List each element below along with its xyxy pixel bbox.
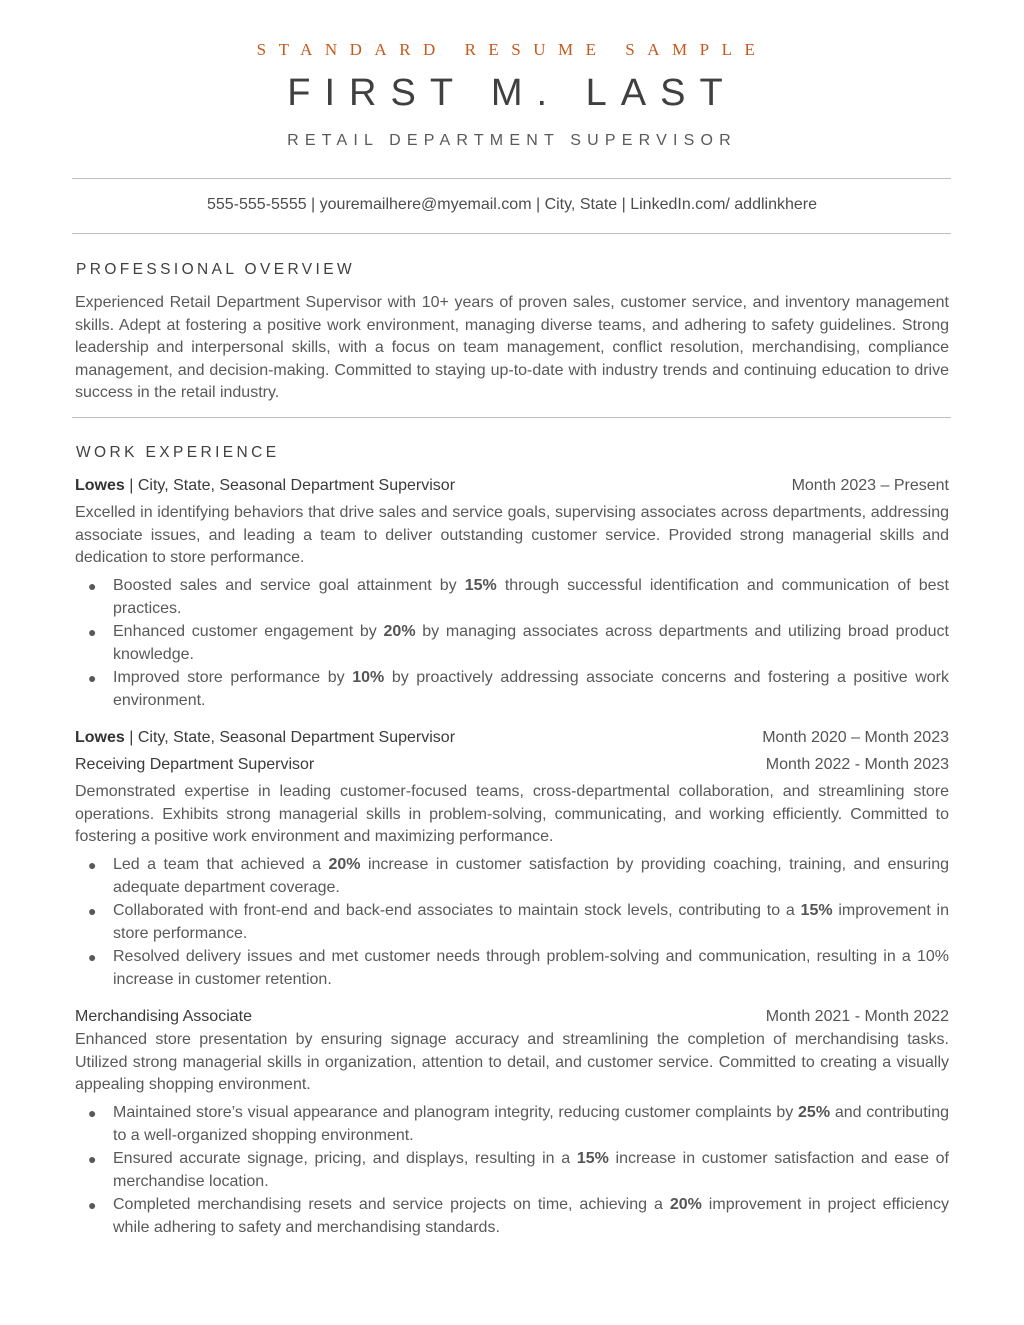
job-summary: Enhanced store presentation by ensuring signage accuracy and streamlining the completion of merchandising tasks. Utilized strong managerial skills in organization, attention to detail, and customer service. Committed to creating a visually appealing shopping environment.: [75, 1031, 949, 1094]
job-summary: Excelled in identifying behaviors that drive sales and service goals, supervising associates across departments, addressing associate issues, and leading a team to deliver outstanding customer service. Provided strong managerial skills and dedication to store performance.: [75, 504, 949, 567]
job-bullets: [75, 854, 949, 993]
job-summary: Demonstrated expertise in leading customer-focused teams, cross-departmental collaboration, and streamlining store operations. Exhibits strong managerial skills in problem-solving, communicating, and working efficiently. Committed to fostering a positive work environment and maximizing performance.: [75, 783, 949, 846]
list-item: ● Ensured accurate signage, pricing, and displays, resulting in a 15% increase in customer satisfaction and ease of merchandise location.: [88, 1150, 950, 1190]
candidate-role: RETAIL DEPARTMENT SUPERVISOR: [287, 132, 737, 149]
list-item: ● Led a team that achieved a 20% increase in customer satisfaction by providing coaching, training, and ensuring adequate department coverage.: [88, 856, 950, 896]
bullet-icon: ●: [88, 1197, 97, 1214]
job-title-line: [75, 477, 455, 495]
job-title: Merchandising Associate: [75, 1008, 252, 1025]
sub-role-dates: Month 2022 - Month 2023: [765, 756, 949, 773]
bullet-icon: ●: [88, 857, 97, 873]
sub-role-header: [75, 756, 949, 778]
job-title-line: [75, 729, 455, 747]
bullet-icon: ●: [88, 1151, 97, 1168]
bullet-icon: ●: [88, 903, 97, 920]
list-item: ● Enhanced customer engagement by 20% by managing associates across departments and utilizing broad product knowledge.: [88, 623, 949, 663]
contact-line: 555-555-5555 | youremailhere@myemail.com | City, State | LinkedIn.com/ addlinkhere: [206, 196, 818, 213]
bullet-icon: ●: [88, 1105, 97, 1121]
divider: [72, 233, 951, 234]
divider: [72, 178, 951, 179]
job-details: | City, State, Seasonal Department Supervisor: [124, 477, 456, 494]
job-header: [75, 1008, 949, 1030]
job-dates: Month 2023 – Present: [791, 477, 949, 494]
job-details: | City, State, Seasonal Department Supervisor: [124, 729, 456, 746]
list-item: ● Boosted sales and service goal attainment by 15% through successful identification and communication of best practices.: [88, 577, 949, 617]
company-name: Lowes: [75, 477, 125, 494]
list-item: ● Resolved delivery issues and met customer needs through problem-solving and communication, resulting in a 10% increase in customer retention.: [88, 948, 949, 988]
list-item: ● Improved store performance by 10% by proactively addressing associate concerns and fostering a positive work environment.: [88, 669, 950, 709]
job-header: [75, 477, 949, 499]
bullet-icon: ●: [88, 670, 97, 687]
job-header: [75, 729, 949, 751]
bullet-icon: ●: [88, 624, 97, 641]
document-label: STANDARD RESUME SAMPLE: [256, 40, 768, 59]
bullet-icon: ●: [88, 949, 97, 966]
job-bullets: [75, 1102, 949, 1241]
sub-role-title: Receiving Department Supervisor: [75, 756, 315, 773]
list-item: ● Collaborated with front-end and back-end associates to maintain stock levels, contributing to a 15% improvement in store performance.: [88, 902, 950, 942]
job-bullets: [75, 575, 949, 714]
divider: [72, 417, 951, 418]
overview-text: Experienced Retail Department Supervisor with 10+ years of proven sales, customer service, and inventory management skills. Adept at fostering a positive work environment, managing diverse teams, and adhering to safety guidelines. Strong leadership and interpersonal skills, with a focus on team management, conflict resolution, merchandising, compliance management, and decision-making. Committed to staying up-to-date with industry trends and continuing education to drive success in the retail industry.: [75, 294, 949, 402]
job-dates: Month 2020 – Month 2023: [762, 729, 949, 746]
section-heading-experience: WORK EXPERIENCE: [76, 444, 280, 461]
candidate-name: FIRST M. LAST: [287, 72, 737, 114]
list-item: ● Completed merchandising resets and service projects on time, achieving a 20% improvement in project efficiency while adhering to safety and merchandising standards.: [88, 1196, 949, 1236]
bullet-icon: ●: [88, 578, 97, 594]
list-item: ● Maintained store’s visual appearance and planogram integrity, reducing customer complaints by 25% and contributing to a well-organized shopping environment.: [88, 1104, 949, 1144]
company-name: Lowes: [75, 729, 125, 746]
section-heading-overview: PROFESSIONAL OVERVIEW: [76, 261, 355, 278]
job-dates: Month 2021 - Month 2022: [765, 1008, 949, 1025]
